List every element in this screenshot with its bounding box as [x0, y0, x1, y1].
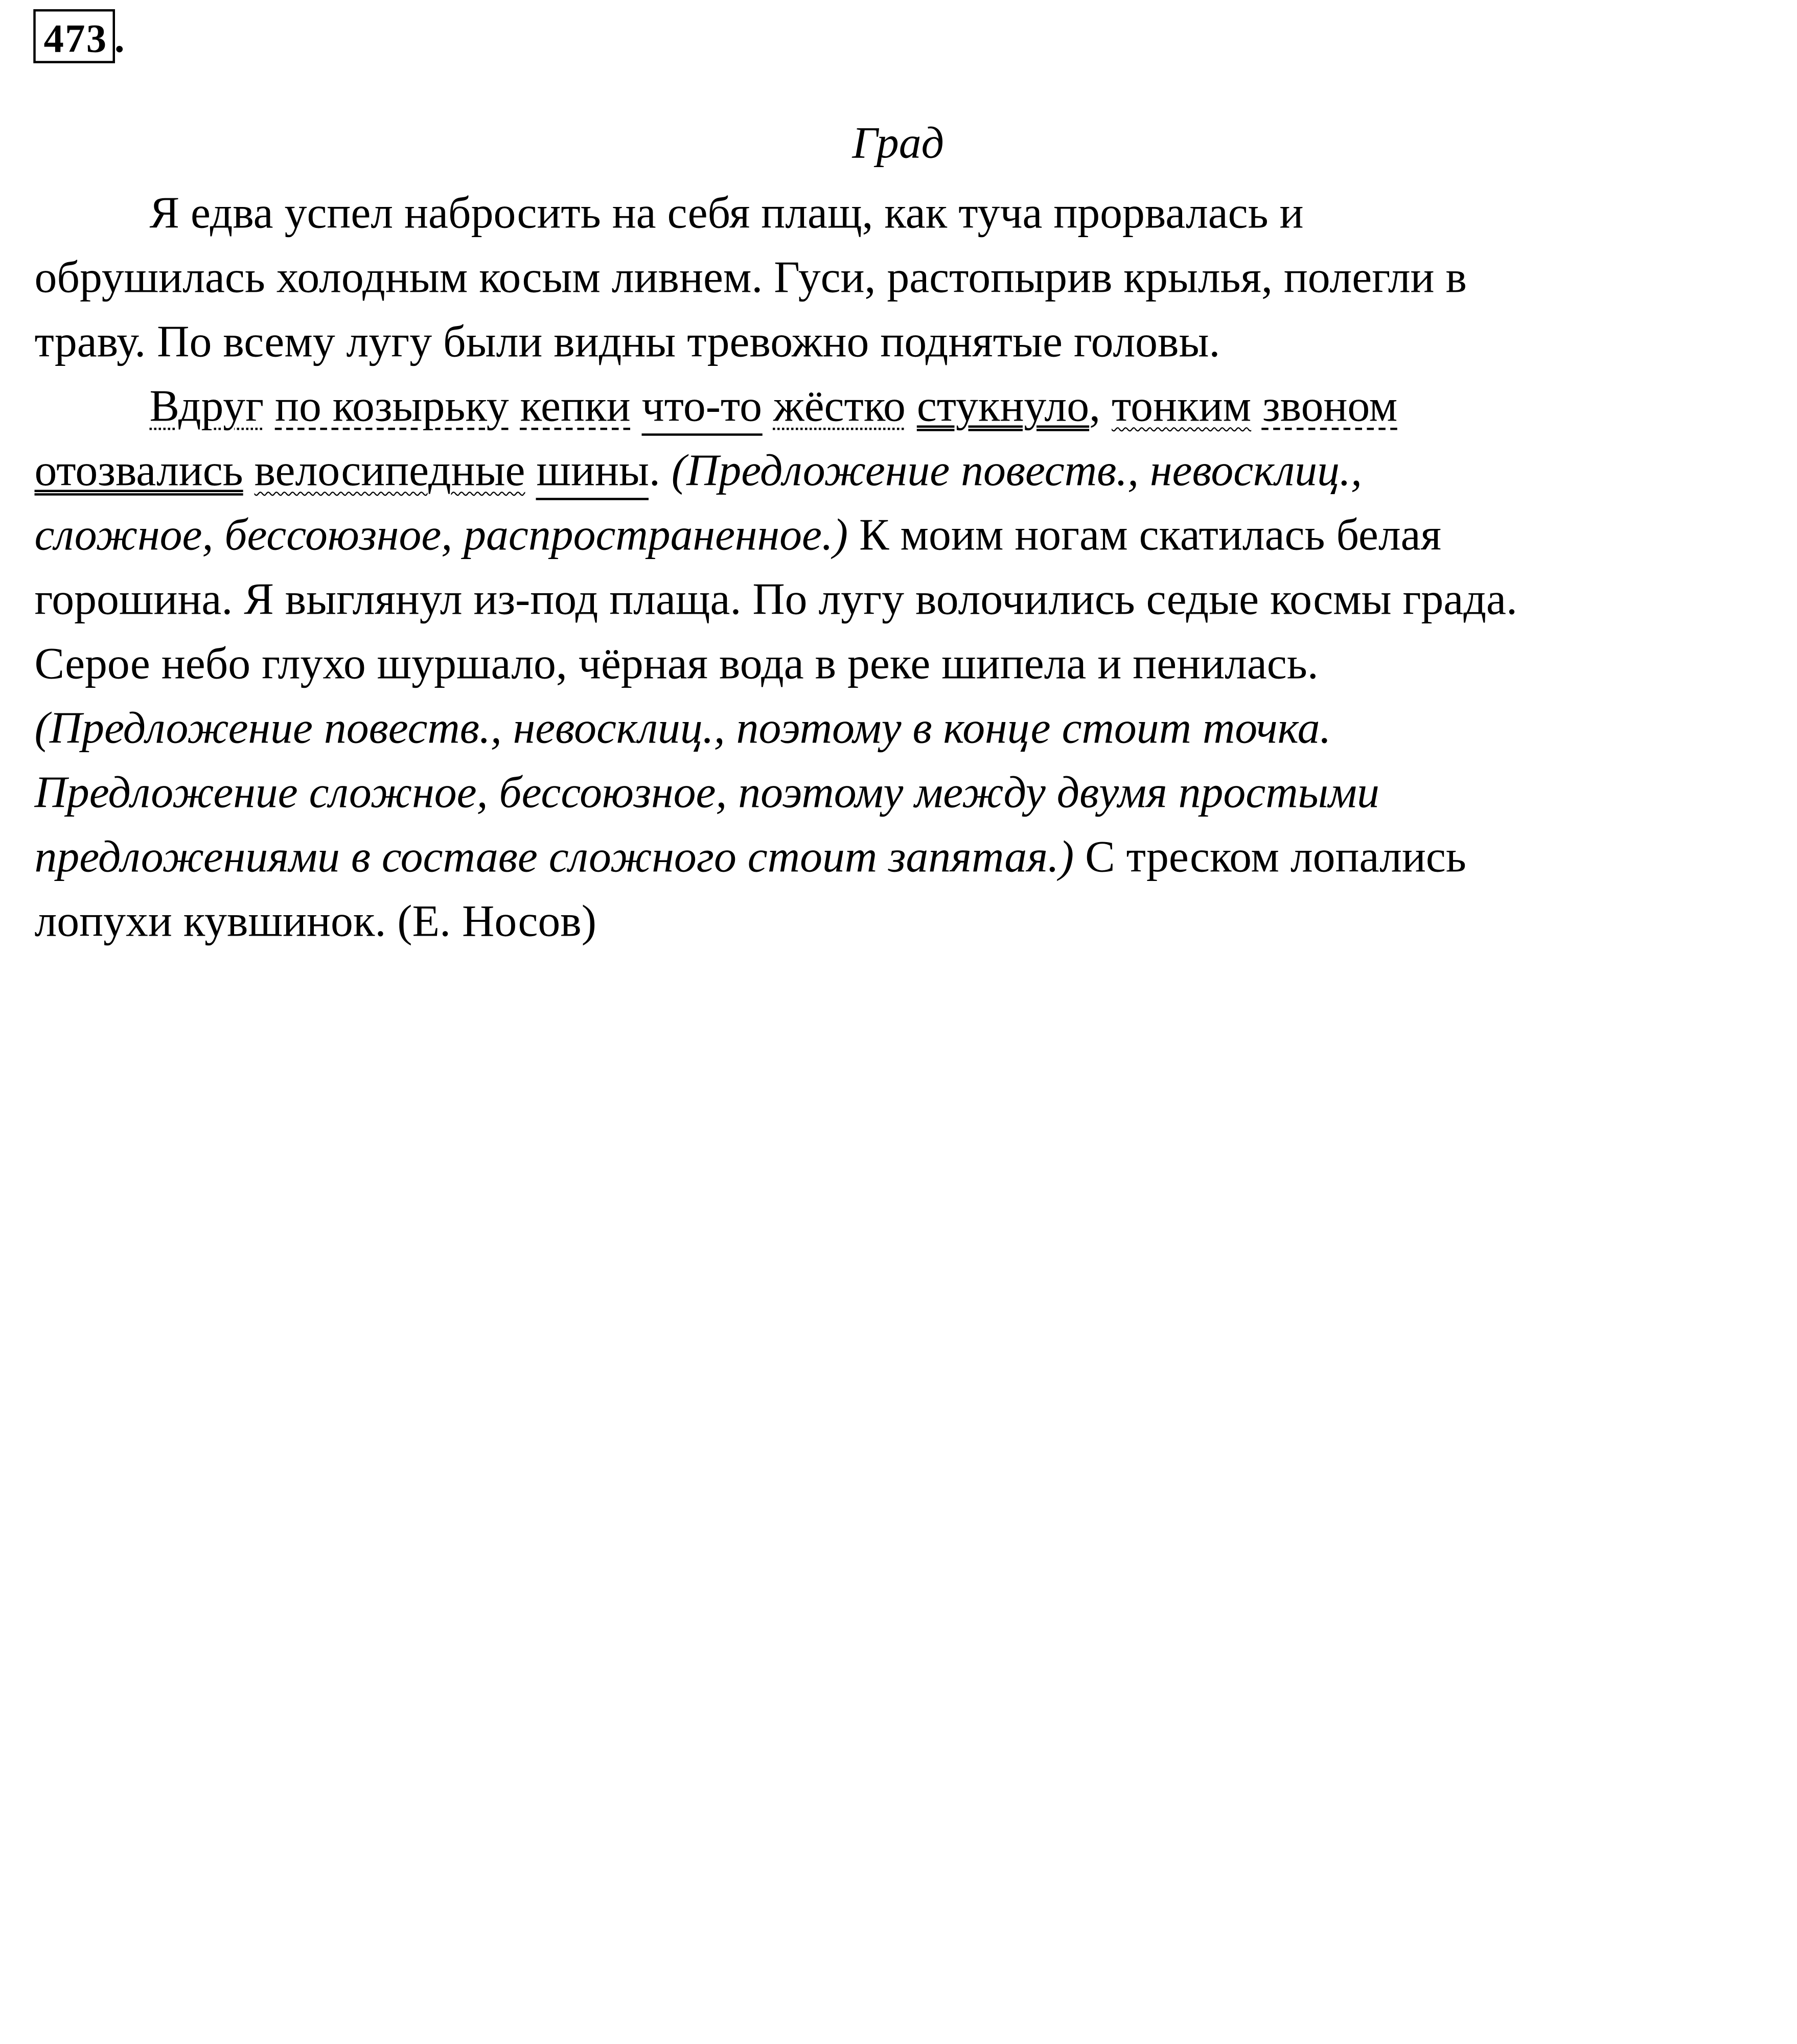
analysis-note-2-line-2: Предложение сложное, бессоюзное, поэтому между двумя простыми: [34, 768, 1379, 818]
attribute-word: кепки: [520, 382, 631, 431]
predicate-word: стукнуло: [916, 382, 1090, 431]
period: .: [649, 446, 660, 496]
exercise-number-dot: .: [114, 16, 125, 61]
subject-word: шины: [536, 446, 649, 500]
paragraph-1-line-1: Я едва успел набросить на себя плащ, как туча прорвалась и: [149, 189, 1304, 238]
object-word: по козырьку: [275, 382, 509, 431]
adverbial-word: Вдруг: [149, 382, 264, 431]
text-title: Град: [852, 118, 944, 168]
comma: ,: [1089, 382, 1101, 431]
paragraph-1-line-2: обрушилась холодным косым ливнем. Гуси, растопырив крылья, полегли в: [34, 253, 1467, 303]
analysis-note-2-line-1: (Предложение повеств., невосклиц., поэтому в конце стоит точка.: [34, 704, 1331, 753]
parsed-sentence-line-2: [35, 439, 1794, 504]
parsed-sentence-line-1: [35, 375, 1794, 439]
paragraph-2-last-line: лопухи кувшинок. (Е. Носов): [34, 897, 596, 946]
analysis-note-1-part-2: сложное, бессоюзное, распространенное.): [34, 510, 848, 560]
analysis-note-2-line-3: предложениями в составе сложного стоит запятая.): [34, 832, 1074, 882]
attribute-word: велосипедные: [254, 446, 525, 496]
text-continuation: К моим ногам скатилась белая: [848, 510, 1441, 560]
subject-word: что-то: [642, 382, 763, 436]
paragraph-2-line-3: [35, 504, 1794, 568]
object-word: звоном: [1262, 382, 1398, 431]
predicate-word: отозвались: [34, 446, 243, 496]
attribute-word: тонким: [1111, 382, 1252, 431]
analysis-note-1-part-1: (Предложение повеств., невосклиц.,: [660, 446, 1362, 496]
exercise-number-box: 473: [33, 9, 114, 63]
text-body: [35, 182, 1794, 955]
adverbial-word: жёстко: [773, 382, 906, 431]
paragraph-2-line-4: горошина. Я выглянул из-под плаща. По лугу волочились седые космы града.: [34, 575, 1517, 624]
paragraph-2-line-8: [35, 826, 1794, 890]
exercise-number: [33, 9, 124, 63]
paragraph-1-line-3: траву. По всему лугу были видны тревожно поднятые головы.: [34, 317, 1220, 367]
paragraph-2-line-5: Серое небо глухо шуршало, чёрная вода в реке шипела и пенилась.: [34, 639, 1319, 689]
text-continuation: С треском лопались: [1074, 832, 1466, 882]
